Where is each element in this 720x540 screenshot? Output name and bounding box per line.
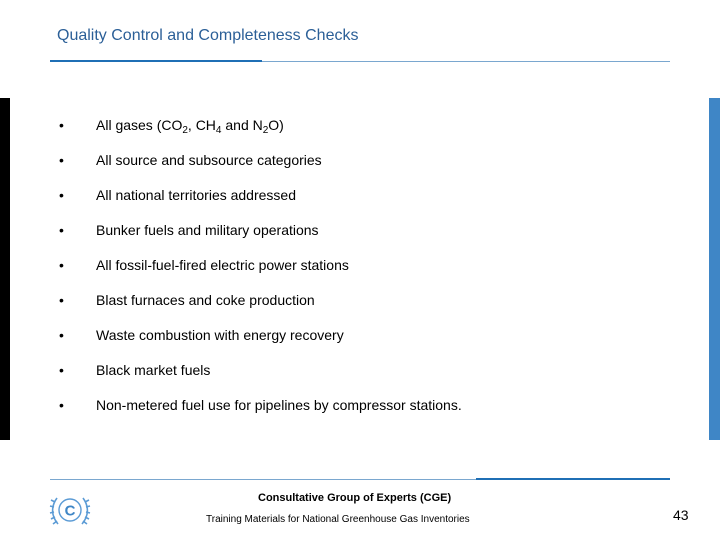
- bullet-item: [0, 255, 600, 275]
- title-underline-dark: [50, 60, 262, 62]
- footer-rule-light: [50, 479, 476, 480]
- subscript: 2: [182, 125, 188, 136]
- bullet-mark: •: [59, 362, 64, 378]
- bullet-mark: •: [59, 397, 64, 413]
- bullet-item: [0, 325, 600, 345]
- subscript: 2: [262, 125, 269, 136]
- bullet-item: [0, 360, 600, 380]
- text-run: , CH: [187, 117, 216, 133]
- right-edge-bar: [709, 98, 720, 440]
- bullet-mark: •: [59, 117, 64, 133]
- footer-organization: Consultative Group of Experts (CGE): [258, 492, 452, 504]
- text-run: O): [268, 117, 284, 133]
- bullet-item: [0, 150, 600, 170]
- page-number: 43: [673, 507, 689, 523]
- bullet-text: Blast furnaces and coke production: [96, 292, 315, 308]
- unfccc-logo-icon: [48, 488, 92, 532]
- footer-rule-dark: [476, 478, 670, 480]
- bullet-item: [0, 395, 600, 415]
- bullet-mark: •: [59, 292, 64, 308]
- bullet-item: [0, 290, 600, 310]
- bullet-text: Bunker fuels and military operations: [96, 222, 319, 238]
- bullet-mark: •: [59, 152, 64, 168]
- title-underline-light: [262, 61, 670, 62]
- bullet-text: Black market fuels: [96, 362, 211, 378]
- bullet-item: [0, 115, 600, 135]
- bullet-text: All source and subsource categories: [96, 152, 322, 168]
- bullet-mark: •: [59, 327, 64, 343]
- bullet-text: [96, 115, 284, 135]
- bullet-mark: •: [59, 187, 64, 203]
- bullet-mark: •: [59, 257, 64, 273]
- page-title: Quality Control and Completeness Checks: [57, 27, 359, 44]
- text-run: and N: [221, 117, 263, 133]
- svg-text:C: C: [64, 502, 76, 520]
- bullet-text: All fossil-fuel-fired electric power stations: [96, 257, 349, 273]
- bullet-mark: •: [59, 222, 64, 238]
- bullet-item: [0, 220, 600, 240]
- bullet-item: [0, 185, 600, 205]
- bullet-text: Waste combustion with energy recovery: [96, 327, 344, 343]
- bullet-text: All national territories addressed: [96, 187, 296, 203]
- text-run: All gases (CO: [96, 117, 183, 133]
- footer-subtitle: Training Materials for National Greenhouse Gas Inventories: [206, 514, 470, 525]
- bullet-text: Non-metered fuel use for pipelines by compressor stations.: [96, 397, 462, 413]
- subscript: 4: [215, 125, 222, 136]
